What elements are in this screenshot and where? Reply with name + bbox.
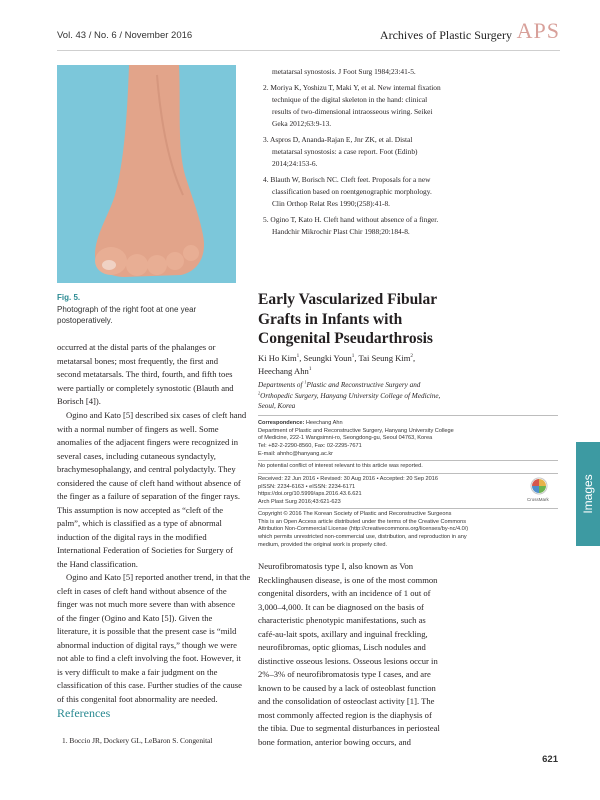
references-heading: References: [57, 706, 111, 720]
text-line: characteristic phenotypic manifestations, such as: [258, 615, 426, 625]
text-line: known to be caused by a lack of osteoblast function: [258, 682, 436, 693]
text-line: neurofibromas, optic gliomas, Lisch nodules and: [258, 642, 426, 652]
title-line: Grafts in Infants with: [258, 310, 403, 328]
author-list: [258, 352, 415, 378]
text-line: the tibia. Due to segmental disturbances in periosteal: [258, 723, 440, 733]
left-paragraph-2: [57, 409, 246, 571]
text-line: second metatarsals. The third, fourth, and fifth toes: [57, 369, 233, 379]
affiliation-text: Departments of: [258, 381, 305, 389]
reference-item: [263, 66, 441, 78]
text-line: brachymesophalangy, and central polydactyly. They: [57, 464, 236, 474]
article-title: [258, 290, 548, 349]
author-line: [258, 365, 415, 378]
text-line: not able to find a cleft involving the foot. However, it: [57, 653, 241, 663]
issn-line: pISSN: 2234-6163 • eISSN: 2234-6171: [258, 483, 356, 490]
text-line: anomalies of the adjacent fingers were recognized in: [57, 437, 239, 447]
author-name: Ki Ho Kim: [258, 353, 297, 363]
text-line: This assumption is now accepted as “cleft of the: [57, 504, 224, 515]
reference-line: Clin Orthop Relat Res 1990;(258):41-8.: [272, 199, 391, 208]
text-line: café-au-lait spots, axillary and inguinal freckling,: [258, 628, 428, 639]
copyright-line: Copyright © 2016 The Korean Society of Plastic and Reconstructive Surgeons: [258, 511, 452, 517]
text-line: cleft in cases of cleft hand without absence of the: [57, 585, 227, 596]
author-name: , Tai Seung Kim: [354, 353, 411, 363]
text-line: considered the cause of cleft hand without absence of: [57, 477, 241, 488]
text-line: with a normal number of fingers as well. Some: [57, 423, 219, 434]
text-line: distinctive osseous lesions. Osseous lesions occur in: [258, 655, 438, 666]
doi-link[interactable]: https://doi.org/10.5999/aps.2016.43.6.621: [258, 491, 362, 498]
dates-line: Received: 22 Jun 2016 • Revised: 30 Aug 2016 • Accepted: 20 Sep 2016: [258, 476, 438, 482]
divider: [258, 460, 558, 461]
divider: [258, 415, 558, 416]
text-line: Borisch [4]).: [57, 396, 101, 406]
affiliation-marker: 1: [304, 379, 307, 385]
text-line: of the finger (Ogino and Kato [5]). Given the: [57, 612, 213, 623]
text-line: classification of this case. Further studies of the cause: [57, 680, 242, 690]
affiliation-marker: 1: [308, 366, 312, 373]
affiliations: [258, 380, 440, 412]
author-line: [258, 352, 415, 365]
reference-line: results of two-dimensional intraosseous wiring. Seikei: [272, 107, 433, 116]
reference-line: Handchir Mikrochir Plast Chir 1988;20:184-8.: [272, 227, 410, 236]
affiliation-line: [258, 401, 440, 412]
reference-line: Geka 2012;63:9-13.: [272, 119, 332, 128]
copyright-block: [258, 511, 468, 550]
text-line: several cases, including cutaneous syndactyly,: [57, 450, 216, 461]
crossmark-badge[interactable]: [524, 475, 554, 505]
text-line: congenital disorders, with an incidence of 1 out of: [258, 588, 431, 598]
header-divider: [57, 50, 560, 51]
reference-line: metatarsal synostosis. J Foot Surg 1984;23:41-5.: [272, 67, 416, 76]
email-link[interactable]: E-mail: ahnhc@hanyang.ac.kr: [258, 450, 334, 457]
text-line: induction of the digital rays in the modified: [57, 531, 207, 542]
article-body: [258, 560, 440, 749]
reference-line: 4. Blauth W, Borisch NC. Cleft feet. Proposals for a new: [263, 175, 431, 184]
text-line: occurred at the distal parts of the phalanges or: [57, 342, 216, 352]
article-dates: [258, 476, 438, 507]
text-line: Ogino and Kato [5] reported another trend, in that the: [66, 572, 251, 582]
text-line: Recklinghausen disease, is one of the most common: [258, 574, 438, 585]
left-paragraph-1: [57, 341, 234, 409]
license-line: which permits unrestricted non-commercial use, distribution, and reproduction in any: [258, 534, 467, 541]
affiliation-text: Seoul, Korea: [258, 402, 296, 410]
correspondence-heading: [258, 420, 454, 428]
affiliation-marker: 2: [258, 390, 261, 396]
text-line: metatarsal bones; most frequently, the first and: [57, 355, 219, 366]
correspondence-line: Department of Plastic and Reconstructive Surgery, Hanyang University College: [258, 427, 454, 434]
reference-item: [263, 134, 441, 170]
affiliation-marker: 2: [410, 353, 413, 360]
caption-line: Photograph of the right foot at one year: [57, 305, 197, 314]
reference-list-right: [263, 66, 441, 238]
title-line: Congenital Pseudarthrosis: [258, 330, 433, 347]
correspondence-line: Tel: +82-2-2290-8560, Fax: 02-2295-7671: [258, 443, 362, 450]
reference-item: [263, 174, 441, 210]
text-line: finger was not much more severe than with absence: [57, 599, 236, 609]
foot-photograph: [57, 65, 236, 283]
text-line: 3,000–4,000. It can be diagnosed on the basis of: [258, 601, 424, 612]
text-line: the Hand classification.: [57, 558, 138, 569]
reference-line: classification based on roentgenographic morphology.: [272, 187, 432, 196]
journal-logo: APS: [516, 18, 560, 43]
separator: ,: [413, 353, 416, 363]
correspondence-line: of Medicine, 222-1 Wangsimni-ro, Seongdong-gu, Seoul 04763, Korea: [258, 435, 433, 442]
reference-line: 5. Ogino T, Kato H. Cleft hand without absence of a finger.: [263, 215, 439, 224]
affiliation-text: Orthopedic Surgery, Hanyang University College of Medicine,: [260, 391, 441, 400]
section-tab-images: [576, 442, 600, 546]
text-line: Neurofibromatosis type I, also known as Von: [258, 561, 414, 571]
text-line: abnormal induction of digital rays,” though we were: [57, 639, 237, 650]
journal-volume-info: Vol. 43 / No. 6 / November 2016: [57, 30, 193, 41]
text-line: were partially or completely synostotic (Blauth and: [57, 382, 234, 393]
license-line: medium, provided the original work is properly cited.: [258, 541, 388, 548]
figure-caption: [57, 304, 237, 326]
text-line: the finger as a failure of separation of the finger rays.: [57, 491, 241, 501]
license-line: This is an Open Access article distributed under the terms of the Creative Commons: [258, 518, 466, 525]
caption-line: postoperatively.: [57, 316, 113, 325]
divider: [258, 473, 558, 474]
section-tab-label: Images: [581, 474, 595, 514]
foot-illustration: [57, 65, 236, 283]
title-line: Early Vascularized Fibular: [258, 291, 438, 308]
journal-name: Archives of Plastic Surgery: [379, 28, 512, 42]
correspondence-block: [258, 420, 454, 459]
correspondence-label: Correspondence:: [258, 420, 305, 426]
reference-item: [62, 735, 212, 747]
affiliation-line: [258, 380, 440, 391]
affiliation-marker: 1: [296, 353, 300, 360]
page-number: 621: [542, 754, 558, 765]
reference-line: 3. Aspros D, Ananda-Rajan E, Jnr ZK, et al. Distal: [263, 135, 413, 144]
text-line: is very difficult to make a fair judgment on the: [57, 666, 218, 677]
reference-line: 1. Boccio JR, Dockery GL, LeBaron S. Congenital: [62, 736, 213, 745]
reference-line: 2014;24:153-6.: [272, 159, 318, 168]
correspondence-name: Heechang Ahn: [304, 420, 343, 426]
affiliation-line: [258, 391, 440, 402]
citation-line: Arch Plast Surg 2016;43:621-623: [258, 499, 341, 506]
affiliation-text: Plastic and Reconstructive Surgery and: [306, 381, 421, 389]
left-paragraph-3: [57, 571, 250, 706]
reference-line: technique of the digital skeleton in the hand: clinical: [272, 95, 428, 104]
text-line: palm”, which is classified as a type of abnormal: [57, 518, 222, 528]
affiliation-marker: 1: [351, 353, 355, 360]
reference-item: [263, 82, 441, 130]
author-name: , Seungki Youn: [299, 353, 352, 363]
text-line: of this congenital foot abnormality are needed.: [57, 693, 218, 704]
text-line: and the consolidation of osteoclast activity [1]. The: [258, 696, 435, 706]
text-line: most commonly affected region is the diaphysis of: [258, 709, 432, 720]
text-line: bone formation, anterior bowing occurs, and: [258, 736, 411, 747]
reference-line: metatarsal synostosis: a case report. Foot (Edinb): [272, 147, 418, 156]
text-line: Ogino and Kato [5] described six cases of cleft hand: [66, 410, 247, 420]
author-name: Heechang Ahn: [258, 366, 309, 376]
conflict-statement: No potential conflict of interest relevant to this article was reported.: [258, 463, 423, 469]
reference-line: 2. Moriya K, Yoshizu T, Maki Y, et al. New internal fixation: [263, 83, 441, 92]
crossmark-label: CrossMark: [527, 497, 549, 502]
reference-item: [263, 214, 441, 238]
divider: [258, 508, 558, 509]
text-line: 2%–3% of neurofibromatosis type I cases, and are: [258, 669, 431, 679]
reference-list-left: [62, 735, 212, 747]
text-line: International Federation of Societies for Surgery of: [57, 545, 233, 555]
figure-label: Fig. 5.: [57, 293, 81, 302]
license-line: Attribution Non-Commercial License (http://creativecommons.org/licenses/by-nc/4.0/): [258, 526, 469, 533]
text-line: literature, it is possible that the present case is “mild: [57, 626, 237, 636]
